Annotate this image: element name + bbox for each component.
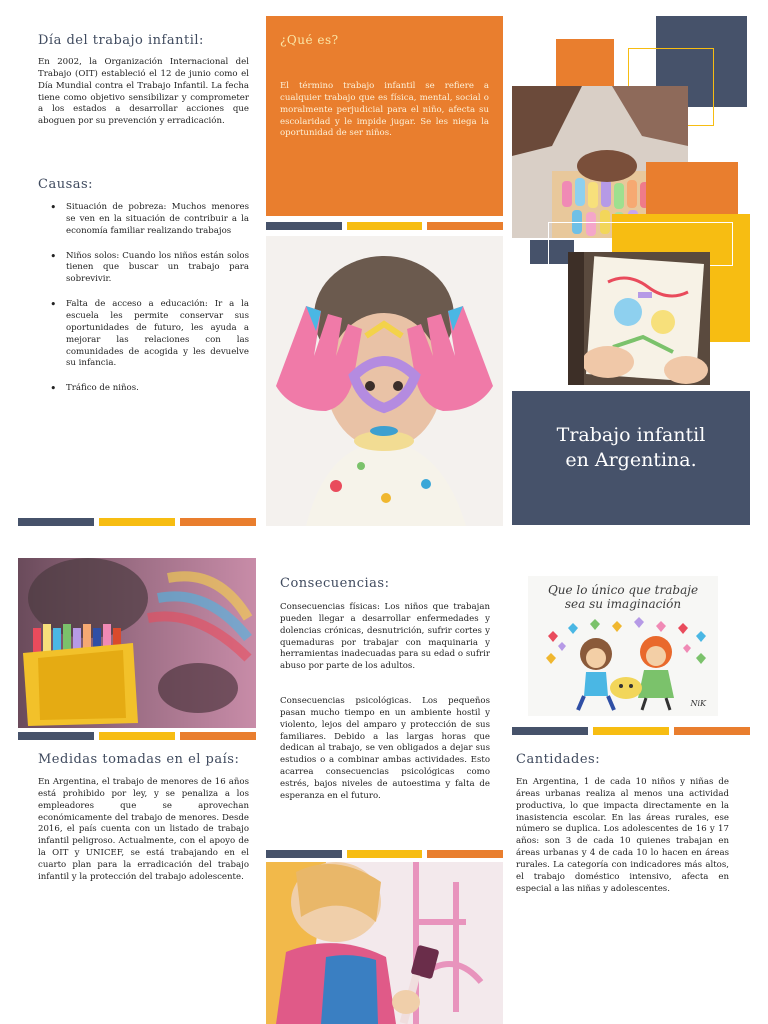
consecuencias-title: Consecuencias: <box>280 576 390 591</box>
bar-orange <box>427 222 503 230</box>
causa-item: • Situación de pobreza: Muchos menores se ven en la situación de contribuir a la economía familiar realizando trabajos <box>48 202 249 238</box>
cover-title-line2: en Argentina. <box>565 448 697 471</box>
causa-item: • Tráfico de niños. <box>48 383 249 395</box>
divider-bars <box>512 727 750 735</box>
medidas-title: Medidas tomadas en el país: <box>38 752 240 767</box>
divider-bars <box>266 850 503 858</box>
girl-painted-hands-photo <box>266 236 503 526</box>
consecuencias-psicologicas: Consecuencias psicológicas. Los pequeños pasan mucho tiempo en un ambiente hostil y violento, lejos del amparo y protección de sus familiares. Debido a las largas horas que dedican al trabajo, se ven obligados a dejar sus estudios o a combinar ambas actividades. Esto acarrea consecuencias psicológicas como estrés, bajos niveles de autoestima y falta de esperanza en el futuro. <box>280 696 490 801</box>
cantidades-paragraph: En Argentina, 1 de cada 10 niños y niñas de áreas urbanas realiza al menos una actividad productiva, lo que impacta directamente en la inasistencia escolar. En las áreas rurales, ese número se duplica. Los adolescentes de 16 y 17 años: son 3 de cada 10 quienes trabajan en áreas urbanas y 4 de cada 10 lo hacen en áreas rurales. La categoría con indicadores más altos, el trabajo doméstico intensivo, afecta en especial a las niñas y adolescentes. <box>516 777 729 894</box>
bar-navy <box>266 850 342 858</box>
medidas-paragraph: En Argentina, el trabajo de menores de 16 años está prohibido por ley, y se penaliza a los empleadores que se aprovechan económicamente del trabajo de menores. Desde 2016, el país cuenta con un listado de trabajo infantil peligroso. Actualmente, con el apoyo de la OIT y UNICEF, se está trabajando en el cuarto plan para la erradicación del trabajo infantil y la protección del trabajo adolescente. <box>38 777 249 882</box>
divider-bars <box>266 222 503 230</box>
cartoon-caption-line2: sea su imaginación <box>564 596 682 611</box>
causa-item: • Falta de acceso a educación: Ir a la escuela les permite conservar sus oportunidades de futuro, les ayuda a mejorar las relaciones con las comunidades de acogida y les devuelve su infancia. <box>48 299 249 370</box>
crayons-photo <box>18 558 256 728</box>
que-es-title: ¿Qué es? <box>280 33 339 47</box>
bar-navy <box>18 732 94 740</box>
divider-bars <box>18 518 256 526</box>
cartoon-caption-line1: Que lo único que trabaje <box>547 583 699 597</box>
consecuencias-fisicas: Consecuencias físicas: Los niños que trabajan pueden llegar a desarrollar enfermedades y dolencias crónicas, desnutrición, sufrir cortes y quemaduras por trabajar con maquinaria y herramientas inadecuadas para su edad o sufrir abuso por parte de los adultos. <box>280 602 490 672</box>
bar-orange <box>427 850 503 858</box>
causas-list <box>48 202 249 408</box>
cartoon-signature: NiK <box>690 699 706 708</box>
child-painting-photo <box>266 862 503 1024</box>
cover-title-line1: Trabajo infantil <box>556 424 706 446</box>
bar-orange <box>180 732 256 740</box>
bar-navy <box>512 727 588 735</box>
divider-bars <box>18 732 256 740</box>
dia-title: Día del trabajo infantil: <box>38 33 204 48</box>
bar-orange <box>674 727 750 735</box>
bar-yellow <box>99 518 175 526</box>
drawing-photo <box>568 252 710 385</box>
bar-orange <box>180 518 256 526</box>
causas-title: Causas: <box>38 177 94 192</box>
cover-title-box <box>512 391 750 525</box>
bar-yellow <box>347 850 423 858</box>
causa-item: • Niños solos: Cuando los niños están solos tienen que buscar un trabajo para sobrevivir. <box>48 251 249 287</box>
cantidades-title: Cantidades: <box>516 752 601 767</box>
bar-yellow <box>99 732 175 740</box>
dia-paragraph: En 2002, la Organización Internacional del Trabajo (OIT) estableció el 12 de junio como el Día Mundial contra el Trabajo Infantil. La fecha tiene como objetivo sensibilizar y comprometer a los estados a desarrollar acciones que aboguen por su prevención y erradicación. <box>38 57 249 127</box>
que-es-box <box>266 16 503 216</box>
bar-yellow <box>593 727 669 735</box>
orange-accent-square <box>556 39 614 86</box>
cartoon-image <box>528 576 718 716</box>
bar-navy <box>266 222 342 230</box>
bar-yellow <box>347 222 423 230</box>
bar-navy <box>18 518 94 526</box>
que-es-paragraph: El término trabajo infantil se refiere a cualquier trabajo que es física, mental, social o moralmente perjudicial para el niño, afecta su escolaridad y le impide jugar. Se les niega la oportunidad de ser niños. <box>280 81 489 139</box>
